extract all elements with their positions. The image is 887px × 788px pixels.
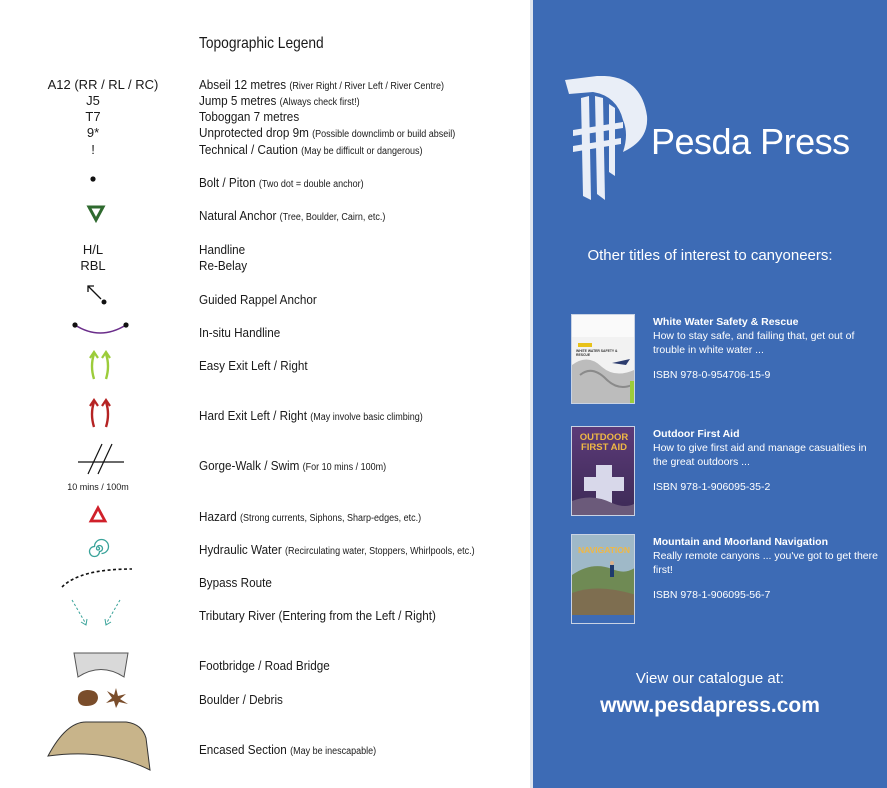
toboggan-label: Toboggan 7 metres — [199, 109, 300, 124]
legend-row-tributary — [0, 608, 530, 624]
easy-exit-label: Easy Exit Left / Right — [199, 358, 308, 373]
red-triangle-icon — [88, 505, 108, 525]
drop-symbol: 9* — [86, 125, 100, 140]
book-title[interactable]: Outdoor First Aid — [653, 428, 740, 440]
legend-row-gorge-sub — [0, 479, 530, 495]
spiral-icon — [86, 536, 110, 560]
legend-row-insitu — [0, 325, 530, 341]
gorge-walk-icon — [76, 440, 128, 478]
green-triangle-icon — [86, 204, 106, 224]
drop-note: (Possible downclimb or build abseil) — [312, 129, 456, 140]
book-cover-navigation[interactable] — [571, 534, 635, 624]
brand-name: Pesda Press — [651, 121, 850, 162]
book-info — [653, 535, 881, 602]
catalogue-link[interactable]: www.pesdapress.com — [600, 694, 820, 717]
legend-row-easy-exit — [0, 358, 530, 374]
book-description: How to stay safe, and failing that, get out of trouble in white water ... — [653, 330, 855, 356]
jump-symbol: J5 — [86, 93, 100, 108]
tributary-label: Tributary River (Entering from the Left / Right) — [199, 608, 436, 623]
bypass-label: Bypass Route — [199, 575, 272, 590]
insitu-label: In-situ Handline — [199, 325, 281, 340]
jump-note: (Always check first!) — [279, 97, 360, 108]
legend-title: Topographic Legend — [199, 35, 324, 52]
bridge-label: Footbridge / Road Bridge — [199, 658, 330, 673]
legend-row-bypass — [0, 575, 530, 591]
book-title[interactable]: Mountain and Moorland Navigation — [653, 536, 828, 548]
hard-exit-note: (May involve basic climbing) — [310, 412, 423, 423]
rebelay-symbol: RBL — [80, 258, 106, 273]
legend-row-natural-anchor — [0, 208, 530, 224]
navigation-cover-title: NAVIGATION — [577, 545, 631, 555]
legend-row-rebelay — [0, 258, 530, 274]
encased-note: (May be inescapable) — [290, 746, 377, 757]
book-cover-white-water[interactable] — [571, 314, 635, 404]
legend-row-encased — [0, 742, 530, 758]
legend-row-boulder — [0, 692, 530, 708]
drop-label: Unprotected drop 9m (Possible downclimb or build abseil) — [199, 125, 456, 140]
legend-row-hard-exit — [0, 408, 530, 424]
caution-label: Technical / Caution (May be difficult or dangerous) — [199, 142, 423, 157]
bolt-note: (Two dot = double anchor) — [258, 179, 364, 190]
book-isbn: ISBN 978-1-906095-56-7 — [653, 589, 771, 601]
legend-row-handline — [0, 242, 530, 258]
book-item[interactable] — [571, 314, 881, 406]
legend-row-hazard — [0, 509, 530, 525]
hazard-note: (Strong currents, Siphons, Sharp-edges, etc.) — [239, 513, 422, 524]
boulder-label: Boulder / Debris — [199, 692, 283, 707]
legend-row-jump — [0, 93, 530, 109]
guided-rappel-anchor-icon — [84, 282, 110, 308]
book-isbn: ISBN 978-0-954706-15-9 — [653, 369, 771, 381]
first-aid-cover-title: OUTDOOR FIRST AID — [579, 432, 629, 453]
hydraulic-note: (Recirculating water, Stoppers, Whirlpools, etc.) — [285, 546, 475, 557]
easy-exit-arrows-icon — [86, 348, 114, 382]
book-info — [653, 315, 881, 382]
abseil-label: Abseil 12 metres (River Right / River Left / River Centre) — [199, 77, 444, 92]
hard-exit-arrows-icon — [86, 396, 114, 430]
toboggan-symbol: T7 — [85, 109, 101, 124]
tributary-arrows-icon — [68, 598, 126, 634]
boulder-debris-icon — [74, 686, 132, 710]
legend-row-caution — [0, 142, 530, 158]
book-description: Really remote canyons ... you've got to get there first! — [653, 550, 878, 576]
abseil-note: (River Right / River Left / River Centre) — [289, 81, 444, 92]
book-description: How to give first aid and manage casualties in the great outdoors ... — [653, 442, 867, 468]
book-cover-outdoor-first-aid[interactable] — [571, 426, 635, 516]
legend-row-guided — [0, 292, 530, 308]
white-water-cover-art — [572, 315, 635, 404]
bolt-label: Bolt / Piton (Two dot = double anchor) — [199, 175, 364, 190]
natural-anchor-label: Natural Anchor (Tree, Boulder, Cairn, etc.) — [199, 208, 386, 223]
legend-row-gorge — [0, 458, 530, 474]
book-isbn: ISBN 978-1-906095-35-2 — [653, 481, 771, 493]
legend-row-bolt — [0, 175, 530, 191]
handline-label: Handline — [199, 242, 246, 257]
book-item[interactable] — [571, 426, 881, 518]
caution-note: (May be difficult or dangerous) — [301, 146, 423, 157]
pesda-press-logo-icon — [563, 76, 649, 204]
white-water-cover-title: WHITE WATER SAFETY & RESCUE — [576, 349, 618, 357]
legend-row-toboggan — [0, 109, 530, 125]
book-info — [653, 427, 881, 494]
hard-exit-label: Hard Exit Left / Right (May involve basic climbing) — [199, 408, 423, 423]
rebelay-label: Re-Belay — [199, 258, 248, 273]
handline-symbol: H/L — [82, 242, 104, 257]
book-item[interactable] — [571, 534, 881, 626]
caution-symbol: ! — [91, 142, 95, 157]
natural-anchor-note: (Tree, Boulder, Cairn, etc.) — [279, 212, 386, 223]
gorge-label: Gorge-Walk / Swim (For 10 mins / 100m) — [199, 458, 387, 473]
hazard-label: Hazard (Strong currents, Siphons, Sharp-edges, etc.) — [199, 509, 422, 524]
bypass-route-icon — [60, 567, 136, 591]
jump-label: Jump 5 metres (Always check first!) — [199, 93, 360, 108]
legend-row-drop — [0, 125, 530, 141]
bridge-icon — [70, 650, 132, 680]
abseil-symbol: A12 (RR / RL / RC) — [47, 77, 159, 92]
gorge-symbol: 10 mins / 100m — [67, 482, 129, 492]
insitu-handline-icon — [70, 321, 132, 341]
legend-row-bridge — [0, 658, 530, 674]
promo-panel — [533, 0, 887, 788]
book-title[interactable]: White Water Safety & Rescue — [653, 316, 799, 328]
legend-row-hydraulic — [0, 542, 530, 558]
guided-label: Guided Rappel Anchor — [199, 292, 317, 307]
encased-label: Encased Section (May be inescapable) — [199, 742, 377, 757]
encased-section-icon — [46, 718, 154, 774]
legend-row-abseil — [0, 77, 530, 93]
gorge-note: (For 10 mins / 100m) — [302, 462, 387, 473]
catalogue-text: View our catalogue at: — [635, 670, 785, 687]
hydraulic-label: Hydraulic Water (Recirculating water, Stoppers, Whirlpools, etc.) — [199, 542, 475, 557]
bolt-dot-icon — [86, 175, 100, 191]
promo-intro: Other titles of interest to canyoneers: — [587, 247, 833, 264]
